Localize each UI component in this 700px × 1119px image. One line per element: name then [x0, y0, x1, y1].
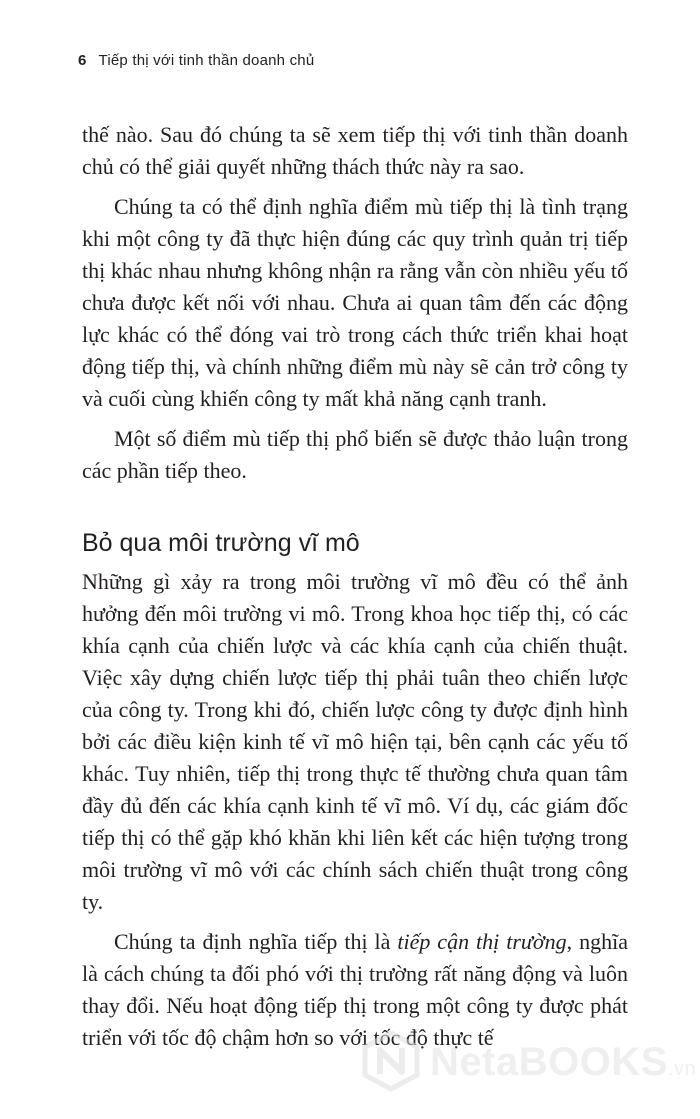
italic-term: tiếp cận thị trường [397, 929, 567, 954]
section-heading: Bỏ qua môi trường vĩ mô [82, 529, 360, 557]
running-header [78, 52, 314, 69]
paragraph-macro-environment: Những gì xảy ra trong môi trường vĩ mô đều có thể ảnh hưởng đến môi trường vi mô. Trong khoa học tiếp thị, có các khía cạnh của chiến lược và các khía cạnh của chiến thuật. Việc xây dựng chiến lược tiếp thị phải tuân theo chiến lược của công ty. Trong khi đó, chiến lược công ty được định hình bởi các điều kiện kinh tế vĩ mô hiện tại, bên cạnh các yếu tố khác. Tuy nhiên, tiếp thị trong thực tế thường chưa quan tâm đầy đủ đến các khía cạnh kinh tế vĩ mô. Ví dụ, các giám đốc tiếp thị có thể gặp khó khăn khi liên kết các hiện tượng trong môi trường vĩ mô với các chính sách chiến thuật trong công ty. [82, 569, 628, 914]
running-title: Tiếp thị với tinh thần doanh chủ [98, 52, 315, 69]
text-block-top [82, 119, 628, 487]
watermark-suffix: .vn [667, 1058, 697, 1080]
paragraph-text-start: Chúng ta định nghĩa tiếp thị là [114, 929, 398, 954]
paragraph-text-end: , nghĩa là cách chúng ta đối phó với thị trường rất năng động và luôn thay đổi. Nếu hoạt động tiếp thị trong một công ty được phát triển với tốc độ chậm hơn so với tốc độ thực tế [82, 929, 628, 1050]
paragraph-continuation: thế nào. Sau đó chúng ta sẽ xem tiếp thị với tinh thần doanh chủ có thể giải quyết những thách thức này ra sao. [82, 122, 628, 179]
watermark-text [430, 1038, 696, 1093]
n-logo-icon [360, 1030, 422, 1092]
paragraph-intro-sections: Một số điểm mù tiếp thị phổ biến sẽ được thảo luận trong các phần tiếp theo. [82, 426, 628, 483]
text-block-section [82, 566, 628, 1054]
page-number: 6 [78, 52, 87, 69]
watermark [360, 1020, 697, 1100]
watermark-brand: NetaBOOKS [430, 1040, 668, 1084]
paragraph-definition: Chúng ta có thể định nghĩa điểm mù tiếp thị là tình trạng khi một công ty đã thực hiện đúng các quy trình quản trị tiếp thị khác nhau nhưng không nhận ra rằng vẫn còn nhiều yếu tố chưa được kết nối với nhau. Chưa ai quan tâm đến các động lực khác có thể đóng vai trò trong cách thức triển khai hoạt động tiếp thị, và chính những điểm mù này sẽ cản trở công ty và cuối cùng khiến công ty mất khả năng cạnh tranh. [82, 194, 628, 411]
